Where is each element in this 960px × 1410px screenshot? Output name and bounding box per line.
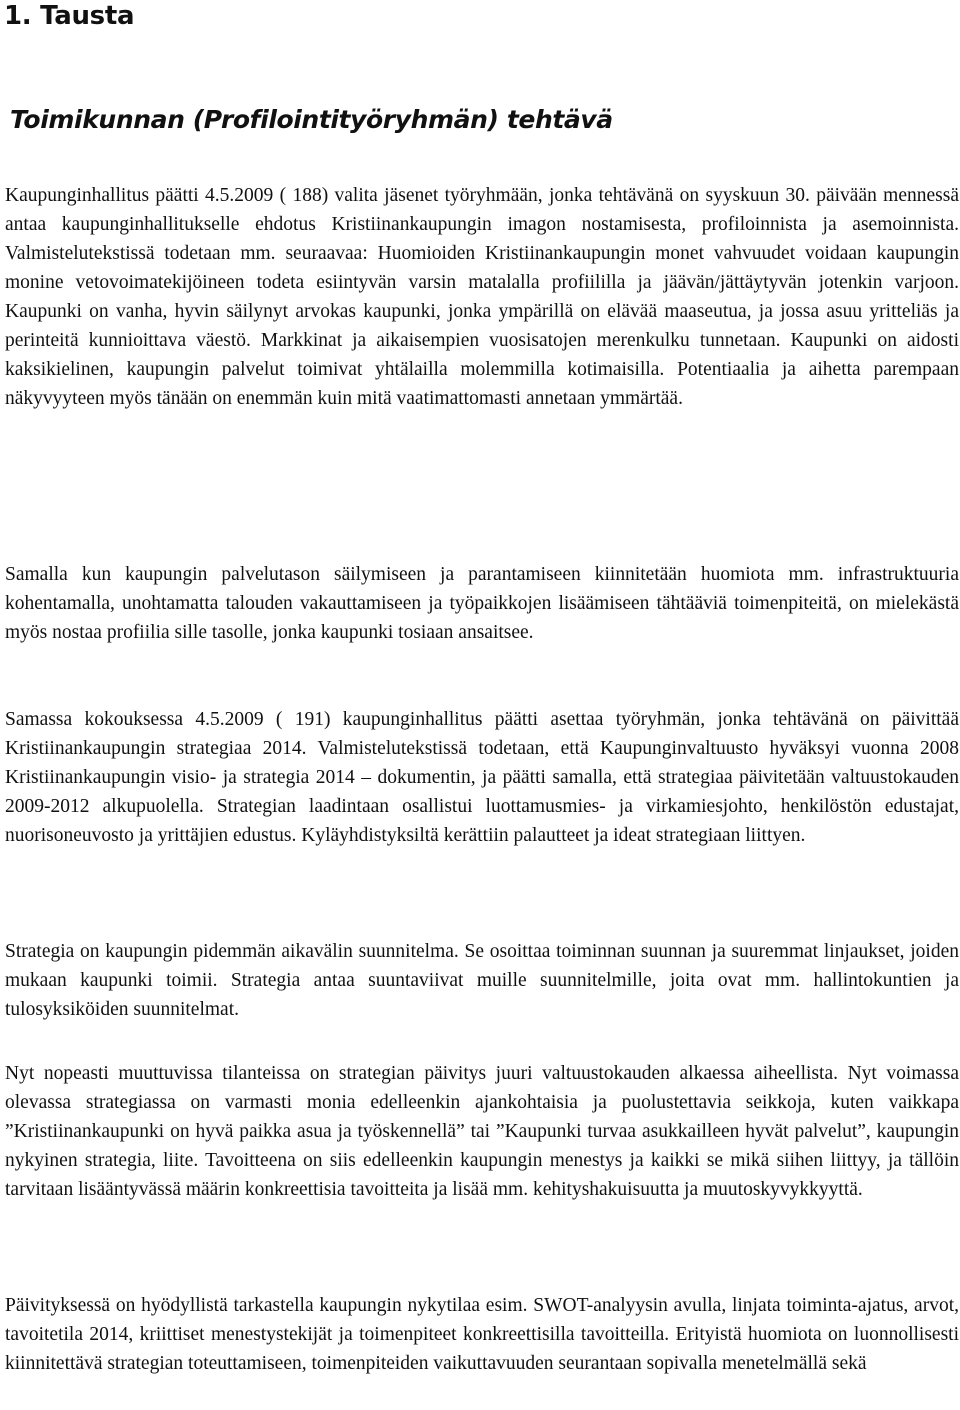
paragraph-6: Päivityksessä on hyödyllistä tarkastella kaupungin nykytilaa esim. SWOT-analyysin avulla, linjata toiminta-ajatus, arvot, tavoitetila 2014, kriittiset menestystekijät ja toimenpiteet konkreettisilla tavoitteilla. Erityistä huomiota on luonnollisesti kiinnitettävä strategian toteuttamiseen, toimenpiteiden vaikuttavuuden seurantaan sopivalla menetelmällä sekä <box>5 1295 959 1374</box>
paragraph-1: Kaupunginhallitus päätti 4.5.2009 ( 188) valita jäsenet työryhmään, jonka tehtävänä on syyskuun 30. päivään mennessä antaa kaupunginhallitukselle ehdotus Kristiinankaupungin imagon nostamisesta, profiloinnista ja asemoinnista. Valmistelutekstissä todetaan mm. seuraavaa: Huomioiden Kristiinankaupungin monet vahvuudet voidaan kaupungin monine vetovoimatekijöineen todeta esiintyvän varsin matalalla profiililla ja jäävän/jättäytyvän jotenkin varjoon. Kaupunki on vanha, hyvin säilynyt arvokas kaupunki, jonka ympärillä on elävää maaseutua, ja jossa asuu yritteliäs ja perinteitä kunnioittava väestö. Markkinat ja aikaisempien vuosisatojen merenkulku tunnetaan. Kaupunki on aidosti kaksikielinen, kaupungin palvelut toimivat yhtälailla molemmilla kotimaisilla. Potentiaalia ja aihetta parempaan näkyvyyteen myös tänään on enemmän kuin mitä vaatimattomasti annetaan ymmärtää. <box>5 185 959 409</box>
paragraph-4: Strategia on kaupungin pidemmän aikavälin suunnitelma. Se osoittaa toiminnan suunnan ja suuremmat linjaukset, joiden mukaan kaupunki toimii. Strategia antaa suuntaviivat muille suunnitelmille, joita ovat mm. hallintokuntien ja tulosyksiköiden suunnitelmat. <box>5 941 959 1020</box>
paragraph-3: Samassa kokouksessa 4.5.2009 ( 191) kaupunginhallitus päätti asettaa työryhmän, jonka tehtävänä on päivittää Kristiinankaupungin strategiaa 2014. Valmistelutekstissä todetaan, että Kaupunginvaltuusto hyväksyi vuonna 2008 Kristiinankaupungin visio- ja strategia 2014 – dokumentin, ja päätti samalla, että strategiaa päivitetään valtuustokauden 2009-2012 alkupuolella. Strategian laadintaan osallistui luottamusmies- ja virkamiesjohto, henkilöstön edustajat, nuorisoneuvosto ja yrittäjien edustus. Kyläyhdistyksiltä kerättiin palautteet ja ideat strategiaan liittyen. <box>5 709 959 846</box>
section-heading: 1. Tausta <box>4 1 135 31</box>
paragraph-5: Nyt nopeasti muuttuvissa tilanteissa on strategian päivitys juuri valtuustokauden alkaessa aiheellista. Nyt voimassa olevassa strategiassa on varmasti monia edelleenkin ajankohtaisia ja puolustettavia seikkoja, kuten vaikkapa ”Kristiinankaupunki on hyvä paikka asua ja työskennellä” tai ”Kaupunki turvaa asukkailleen hyvät palvelut”, kaupungin nykyinen strategia, liite. Tavoitteena on siis edelleenkin kaupungin menestys ja kaikki se mikä siihen liittyy, ja tällöin tarvitaan lisääntyvässä määrin konkreettisia tavoitteita ja lisää mm. kehityshakuisuutta ja muutoskyvykkyyttä. <box>5 1063 959 1200</box>
paragraph-2: Samalla kun kaupungin palvelutason säilymiseen ja parantamiseen kiinnitetään huomiota mm. infrastruktuuria kohentamalla, unohtamatta talouden vakauttamiseen ja työpaikkojen lisäämiseen tähtääviä toimenpiteitä, on mielekästä myös nostaa profiilia sille tasolle, jonka kaupunki tosiaan ansaitsee. <box>5 564 959 643</box>
section-subheading: Toimikunnan (Profilointityöryhmän) tehtävä <box>10 105 613 134</box>
